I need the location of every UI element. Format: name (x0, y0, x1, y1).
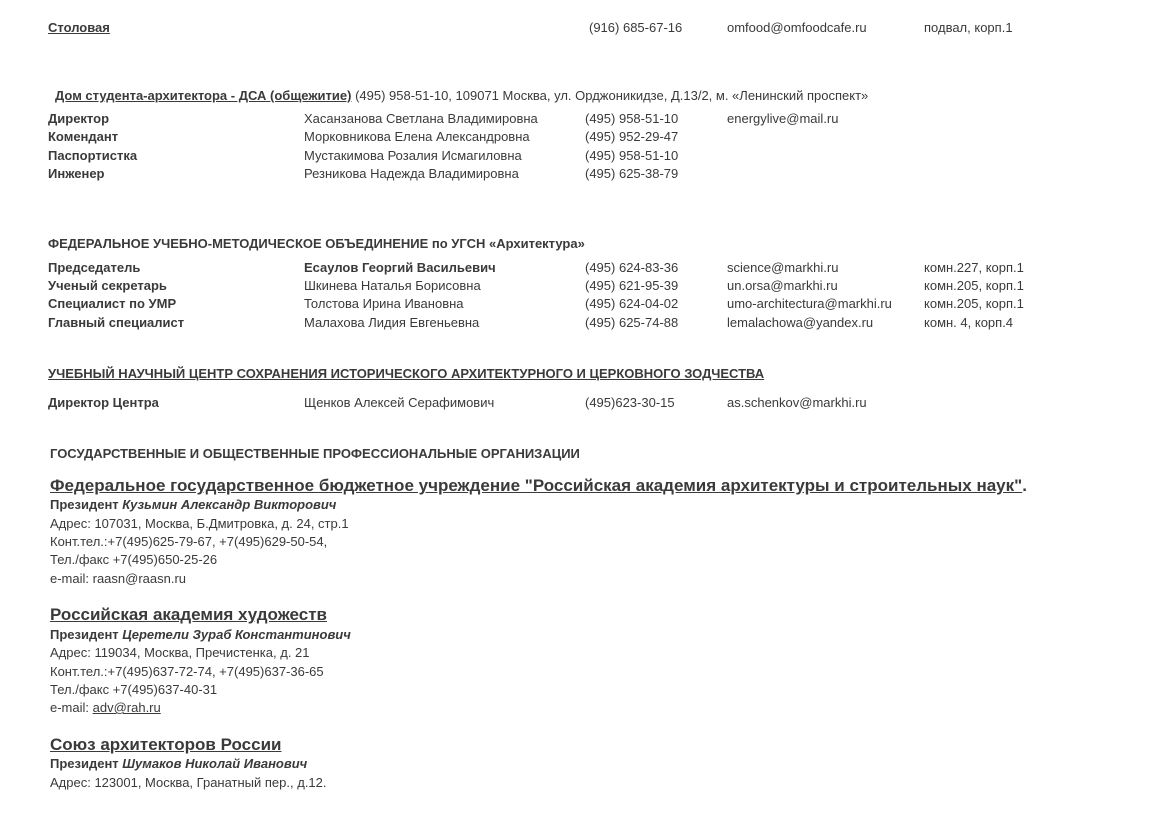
staff-room: комн. 4, корп.4 (924, 315, 1014, 330)
staff-room: комн.227, корп.1 (924, 260, 1024, 275)
staff-phone: (495) 621-95-39 (585, 278, 679, 293)
staff-name: Резникова Надежда Владимировна (304, 166, 519, 181)
raasn-email: raasn@raasn.ru (92, 571, 187, 586)
rah-heading (50, 605, 327, 626)
staff-phone: (495) 624-83-36 (585, 260, 679, 275)
email-label: e-mail: (50, 700, 93, 715)
raasn-fax: Тел./факс +7(495)650-25-26 (50, 552, 218, 567)
raasn-contacts: Конт.тел.:+7(495)625-79-67, +7(495)629-50-54, (50, 534, 328, 549)
staff-name: Малахова Лидия Евгеньевна (304, 315, 480, 330)
table-row (0, 278, 1169, 294)
sar-president (50, 756, 307, 772)
staff-email: un.orsa@markhi.ru (727, 278, 838, 293)
staff-phone: (495) 625-74-88 (585, 315, 679, 330)
staff-email: energylive@mail.ru (727, 111, 839, 126)
raasn-address: Адрес: 107031, Москва, Б.Дмитровка, д. 24, стр.1 (50, 516, 349, 531)
raasn-title-suffix: . (1022, 476, 1027, 495)
rah-contacts: Конт.тел.:+7(495)637-72-74, +7(495)637-36-65 (50, 664, 324, 679)
staff-email: umo-architectura@markhi.ru (727, 296, 892, 311)
staff-phone: (495) 952-29-47 (585, 129, 679, 144)
table-row (0, 315, 1169, 331)
center-role: Директор Центра (48, 395, 159, 410)
staff-role: Специалист по УМР (48, 296, 177, 311)
president-label: Президент (50, 756, 123, 771)
center-heading: УЧЕБНЫЙ НАУЧНЫЙ ЦЕНТР СОХРАНЕНИЯ ИСТОРИЧЕСКОГО АРХИТЕКТУРНОГО И ЦЕРКОВНОГО ЗОДЧЕСТВА (48, 366, 765, 381)
staff-phone: (495) 625-38-79 (585, 166, 679, 181)
table-row (0, 296, 1169, 312)
rah-address: Адрес: 119034, Москва, Пречистенка, д. 21 (50, 645, 310, 660)
canteen-location: подвал, корп.1 (924, 20, 1013, 35)
raasn-president (50, 497, 336, 513)
staff-name: Мустакимова Розалия Исмагиловна (304, 148, 522, 163)
canteen-row (0, 20, 1169, 36)
rah-email-link[interactable]: adv@rah.ru (92, 700, 161, 715)
staff-room: комн.205, корп.1 (924, 296, 1024, 311)
dormitory-heading (55, 88, 868, 104)
president-name: Шумаков Николай Иванович (122, 756, 308, 771)
sar-address: Адрес: 123001, Москва, Гранатный пер., д.12. (50, 775, 327, 790)
center-row (0, 395, 1169, 411)
staff-email: science@markhi.ru (727, 260, 839, 275)
staff-role: Ученый секретарь (48, 278, 167, 293)
staff-name: Есаулов Георгий Васильевич (304, 260, 496, 275)
raasn-heading (50, 476, 1027, 497)
staff-name: Толстова Ирина Ивановна (304, 296, 464, 311)
canteen-phone: (916) 685-67-16 (589, 20, 683, 35)
rah-title: Российская академия художеств (50, 605, 327, 624)
staff-role: Председатель (48, 260, 141, 275)
table-row (0, 148, 1169, 164)
staff-role: Главный специалист (48, 315, 185, 330)
staff-phone: (495) 958-51-10 (585, 148, 679, 163)
center-email: as.schenkov@markhi.ru (727, 395, 867, 410)
rah-fax: Тел./факс +7(495)637-40-31 (50, 682, 218, 697)
rah-email-line (50, 700, 161, 716)
dormitory-title: Дом студента-архитектора - ДСА (общежитие) (55, 88, 352, 103)
table-row (0, 129, 1169, 145)
raasn-email-line (50, 571, 186, 587)
rah-president (50, 627, 351, 643)
table-row (0, 166, 1169, 182)
staff-email: lemalachowa@yandex.ru (727, 315, 874, 330)
president-label: Президент (50, 627, 123, 642)
staff-role: Директор (48, 111, 110, 126)
staff-room: комн.205, корп.1 (924, 278, 1024, 293)
table-row (0, 111, 1169, 127)
staff-phone: (495) 958-51-10 (585, 111, 679, 126)
staff-role: Комендант (48, 129, 119, 144)
sar-heading (50, 735, 281, 756)
raasn-title: Федеральное государственное бюджетное учреждение "Российская академия архитектуры и строительных наук" (50, 476, 1023, 495)
sar-title: Союз архитекторов России (50, 735, 282, 754)
dormitory-info: (495) 958-51-10, 109071 Москва, ул. Орджоникидзе, Д.13/2, м. «Ленинский проспект» (351, 88, 869, 103)
center-phone: (495)623-30-15 (585, 395, 675, 410)
staff-role: Паспортистка (48, 148, 138, 163)
president-name: Церетели Зураб Константинович (122, 627, 351, 642)
canteen-email: omfood@omfoodcafe.ru (727, 20, 867, 35)
staff-phone: (495) 624-04-02 (585, 296, 679, 311)
staff-name: Шкинева Наталья Борисовна (304, 278, 481, 293)
staff-name: Хасанзанова Светлана Владимировна (304, 111, 538, 126)
center-director-name: Щенков Алексей Серафимович (304, 395, 495, 410)
staff-role: Инженер (48, 166, 105, 181)
email-label: e-mail: (50, 571, 93, 586)
umo-heading: ФЕДЕРАЛЬНОЕ УЧЕБНО-МЕТОДИЧЕСКОЕ ОБЪЕДИНЕНИЕ по УГСН «Архитектура» (48, 236, 585, 251)
orgs-heading: ГОСУДАРСТВЕННЫЕ И ОБЩЕСТВЕННЫЕ ПРОФЕССИОНАЛЬНЫЕ ОРГАНИЗАЦИИ (50, 446, 580, 461)
president-name: Кузьмин Александр Викторович (122, 497, 337, 512)
staff-name: Морковникова Елена Александровна (304, 129, 530, 144)
president-label: Президент (50, 497, 123, 512)
canteen-name: Столовая (48, 20, 110, 35)
table-row (0, 260, 1169, 276)
